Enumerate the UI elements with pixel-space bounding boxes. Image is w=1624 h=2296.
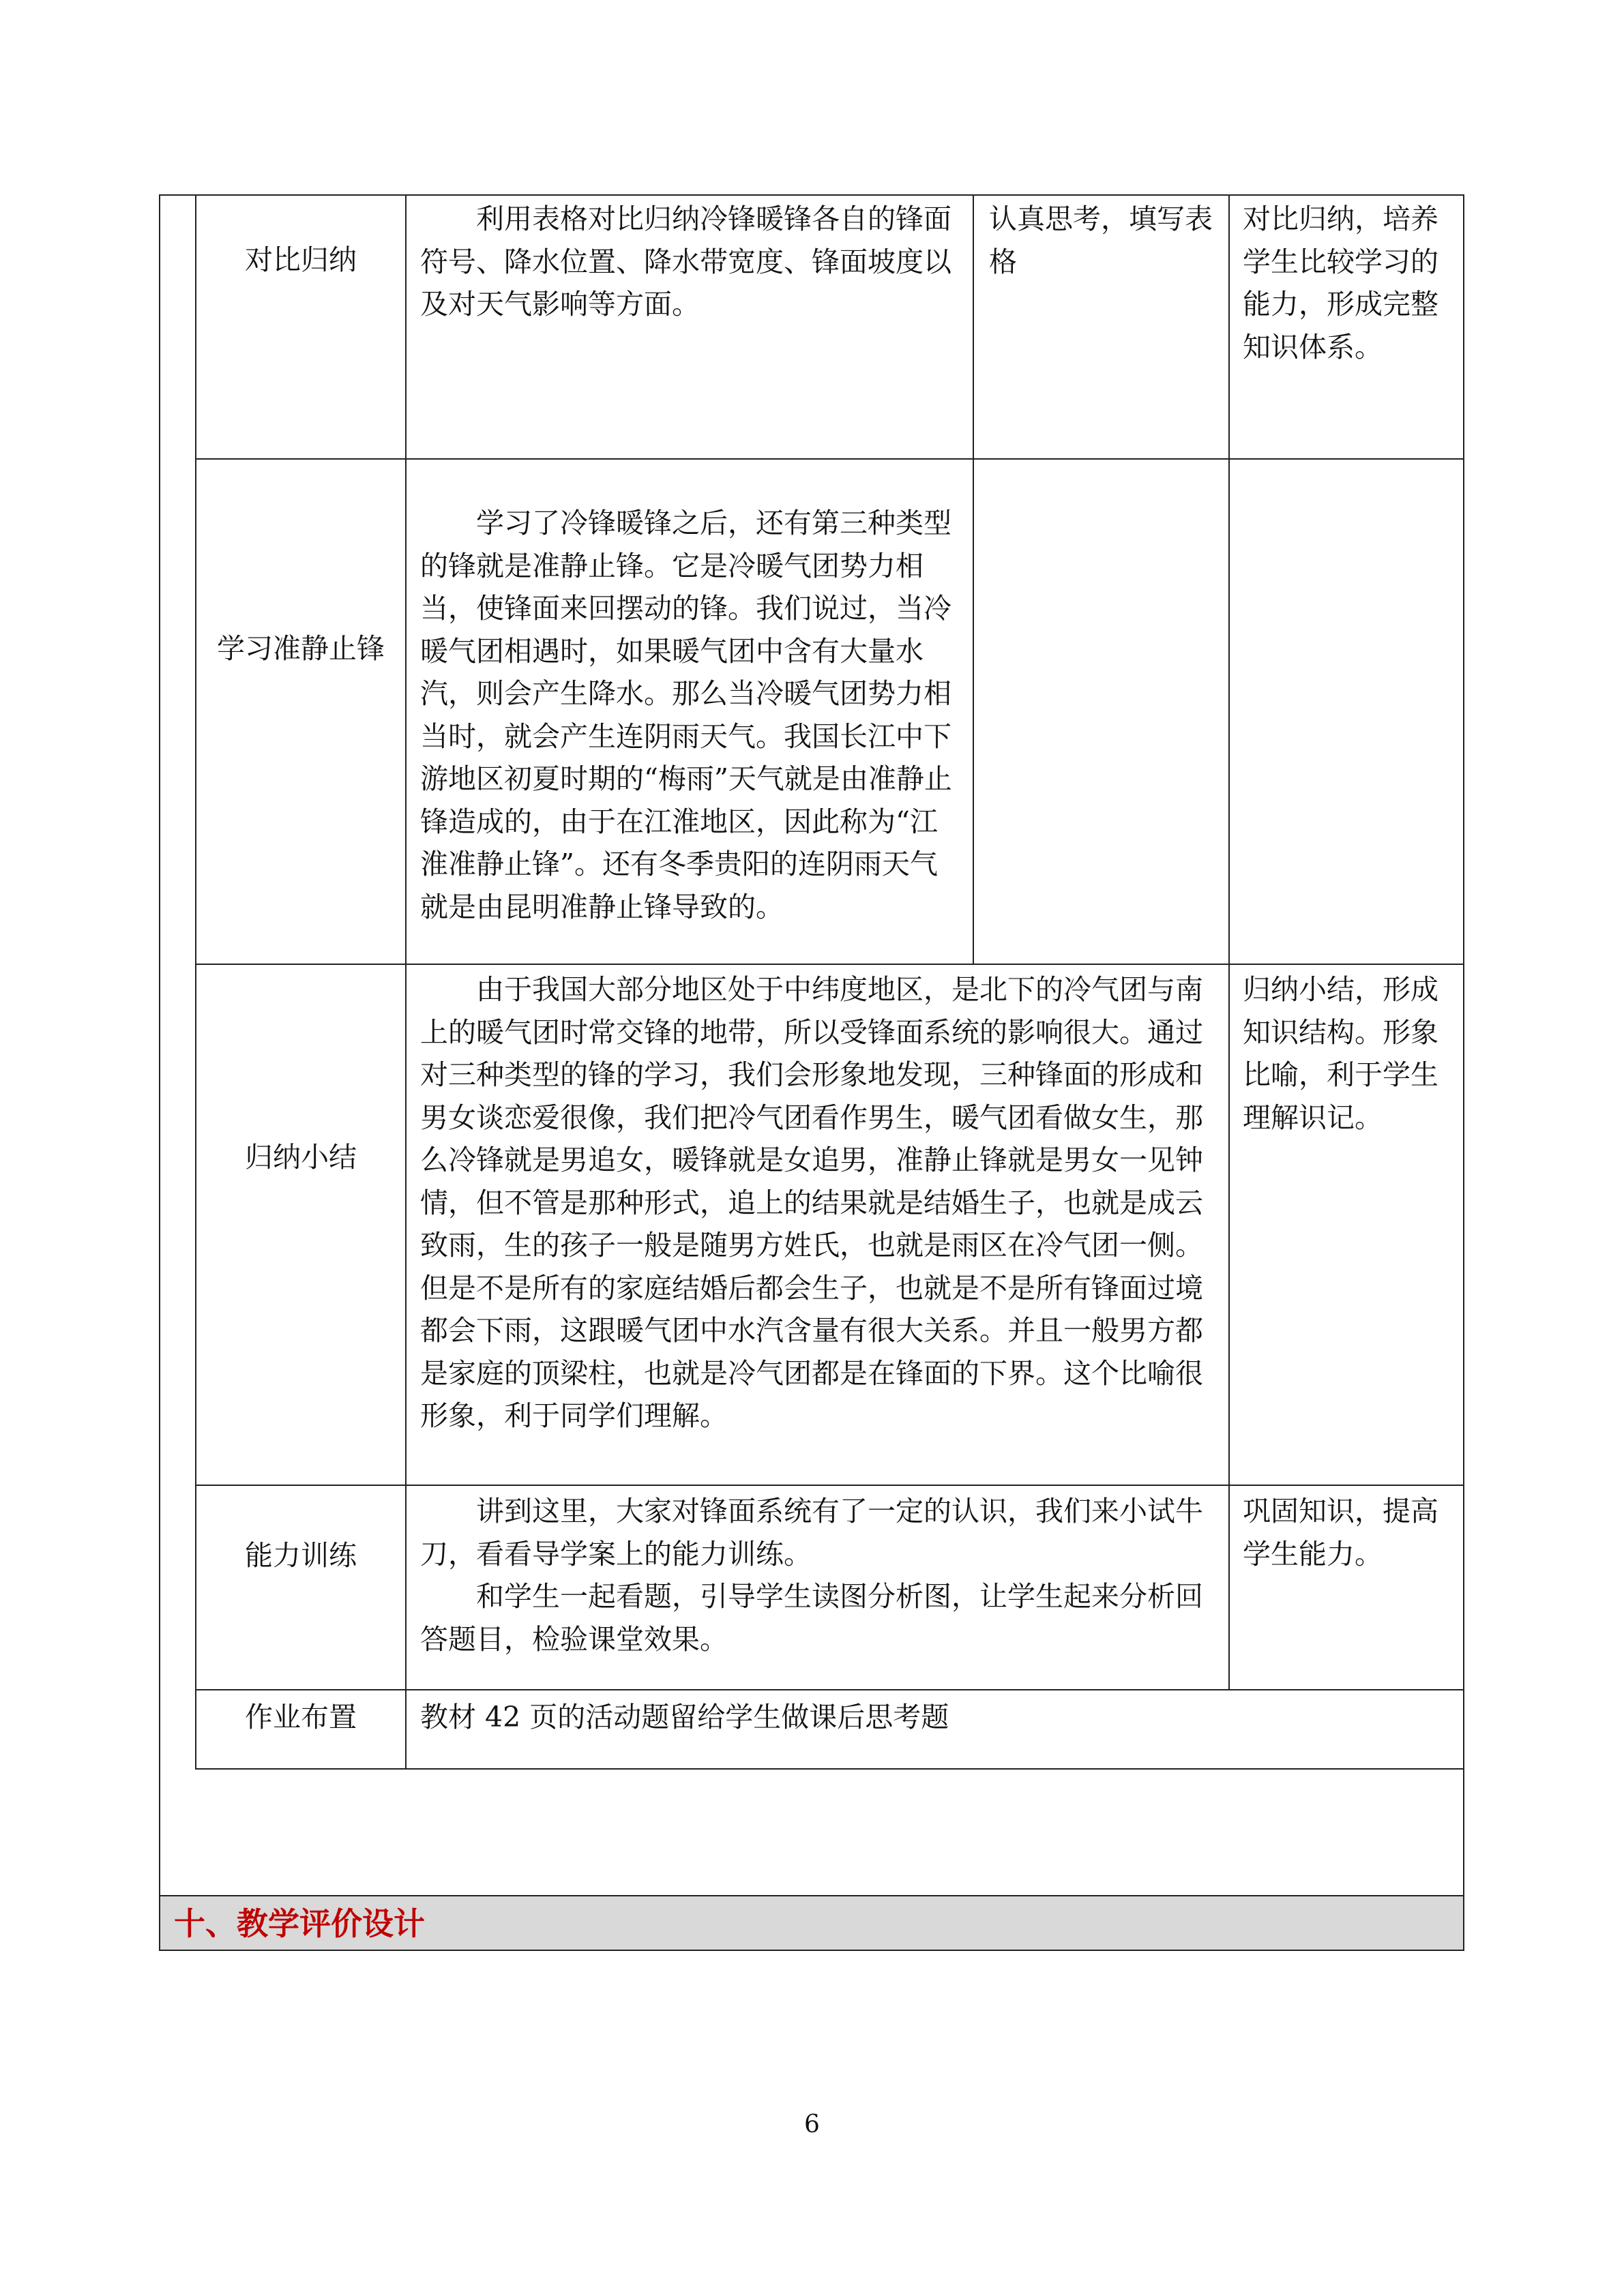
table-right-border — [1463, 194, 1464, 1770]
row-4-label: 能力训练 — [245, 1539, 357, 1572]
section-title: 十、教学评价设计 — [174, 1905, 425, 1942]
row-divider-4 — [195, 1689, 1464, 1690]
row-1-paragraph: 利用表格对比归纳冷锋暖锋各自的锋面符号、降水位置、降水带宽度、锋面坡度以及对天气影响等方面。 — [420, 203, 951, 320]
row-3-content — [420, 968, 1205, 1437]
table-top-border — [195, 194, 1464, 196]
table-col2-border — [973, 194, 974, 965]
row-1-student-activity: 认真思考，填写表格 — [989, 203, 1213, 278]
row-1-content — [420, 198, 952, 326]
section-heading-bar — [159, 1895, 1464, 1951]
table-col1-border — [405, 194, 407, 1770]
row-5-label: 作业布置 — [245, 1701, 357, 1733]
row-5-paragraph: 教材 42 页的活动题留给学生做课后思考题 — [420, 1701, 949, 1733]
row-5-content — [420, 1696, 1443, 1739]
row-2-content — [420, 502, 952, 928]
table-col3-border — [1228, 194, 1230, 1689]
row-divider-1 — [195, 458, 1464, 460]
page-number: 6 — [804, 2111, 820, 2138]
row-4-content — [420, 1490, 1205, 1660]
row-3-label: 归纳小结 — [245, 1141, 357, 1174]
table-left-border — [195, 194, 196, 1770]
row-2-paragraph: 学习了冷锋暖锋之后，还有第三种类型的锋就是准静止锋。它是冷暖气团势力相当，使锋面来回摆动的锋。我们说过，当冷暖气团相遇时，如果暖气团中含有大量水汽，则会产生降水。那么当冷暖气团势力相当时，就会产生连阴雨天气。我国长江中下游地区初夏时期的“梅雨”天气就是由准静止锋造成的，由于在江淮地区，因此称为“江淮准静止锋”。还有冬季贵阳的连阴雨天气就是由昆明准静止锋导致的。 — [420, 507, 952, 923]
row-4-paragraph-2: 和学生一起看题，引导学生读图分析图，让学生起来分析回答题目，检验课堂效果。 — [420, 1580, 1203, 1656]
row-1-label: 对比归纳 — [245, 243, 357, 276]
row-1-purpose: 对比归纳，培养学生比较学习的能力，形成完整知识体系。 — [1243, 203, 1438, 363]
row-2-label: 学习准静止锋 — [217, 632, 385, 665]
row-3-paragraph: 由于我国大部分地区处于中纬度地区，是北下的冷气团与南上的暖气团时常交锋的地带，所以受锋面系统的影响很大。通过对三种类型的锋的学习，我们会形象地发现，三种锋面的形成和男女谈恋爱很像，我们把冷气团看作男生，暖气团看做女生，那么冷锋就是男追女，暖锋就是女追男，准静止锋就是男女一见钟情，但不管是那种形式，追上的结果就是结婚生子，也就是成云致雨，生的孩子一般是随男方姓氏，也就是雨区在冷气团一侧。但是不是所有的家庭结婚后都会生子，也就是不是所有锋面过境都会下雨，这跟暖气团中水汽含量有很大关系。并且一般男方都是家庭的顶梁柱，也就是冷气团都是在锋面的下界。这个比喻很形象，利于同学们理解。 — [420, 973, 1203, 1432]
table-bottom-border — [195, 1768, 1464, 1770]
row-3-purpose: 归纳小结，形成知识结构。形象比喻，利于学生理解识记。 — [1243, 973, 1438, 1134]
row-4-paragraph-1: 讲到这里，大家对锋面系统有了一定的认识，我们来小试牛刀，看看导学案上的能力训练。 — [420, 1495, 1203, 1570]
row-4-purpose: 巩固知识，提高学生能力。 — [1243, 1495, 1438, 1570]
row-divider-2 — [195, 964, 1464, 965]
row-divider-3 — [195, 1485, 1464, 1486]
